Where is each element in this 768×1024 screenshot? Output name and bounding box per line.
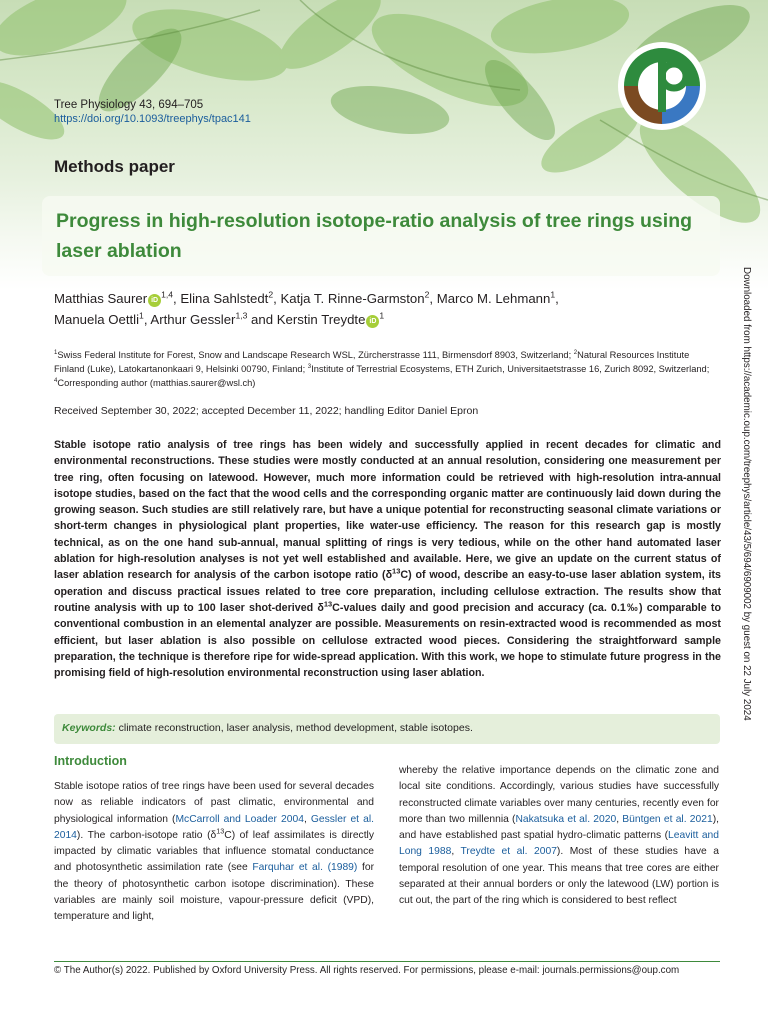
copyright-footer: © The Author(s) 2022. Published by Oxford University Press. All rights reserved. For permissions, please e-mail: journals.permissions@oup.com xyxy=(54,965,680,976)
author-name[interactable]: Elina Sahlstedt xyxy=(180,291,269,306)
author-affiliation-mark: 1,4 xyxy=(161,289,174,300)
author-name[interactable]: Katja T. Rinne-Garmston xyxy=(280,291,425,306)
author-affiliation-mark: 2 xyxy=(268,289,274,300)
citation-link[interactable]: Nakatsuka et al. 2020 xyxy=(515,813,617,825)
author-name[interactable]: Kerstin Treydte xyxy=(276,312,366,327)
received-dates: Received September 30, 2022; accepted December 11, 2022; handling Editor Daniel Epron xyxy=(54,405,479,417)
orcid-icon[interactable]: iD xyxy=(366,315,379,328)
keywords-label: Keywords: xyxy=(62,722,116,734)
keywords-box xyxy=(54,714,720,744)
orcid-icon[interactable]: iD xyxy=(148,294,161,307)
doi-link[interactable]: https://doi.org/10.1093/treephys/tpac141 xyxy=(54,113,251,125)
author-affiliation-mark: 1,3 xyxy=(235,310,248,321)
paper-title: Progress in high-resolution isotope-ratio analysis of tree rings using laser ablation xyxy=(56,210,693,262)
author-name[interactable]: Arthur Gessler xyxy=(150,312,236,327)
section-heading-introduction: Introduction xyxy=(54,754,127,768)
citation-link[interactable]: Farquhar et al. (1989) xyxy=(252,862,358,874)
keywords-text: climate reconstruction, laser analysis, method development, stable isotopes. xyxy=(115,722,473,734)
journal-logo xyxy=(616,40,708,132)
author-affiliation-mark: 1 xyxy=(139,310,144,321)
author-name[interactable]: Matthias Saurer xyxy=(54,291,148,306)
abstract: Stable isotope ratio analysis of tree rings has been widely and successfully applied in recent decades for climatic and environmental reconstructions. These studies were mostly conducted at an annual resolution, considering one measurement per tree ring, often focusing on latewood. However, much more information could be retrieved with high-resolution intra-annual isotope studies, based on the fact that the wood cells and the corresponding organic matter are continuously laid down during the growing season. Such studies are still relatively rare, but have a unique potential for reconstructing seasonal climate variations or short-term changes in physiological plant properties, like water-use efficiency. The reason for this research gap is mostly technical, as on the one hand sub-annual, manual splitting of rings is very tedious, while on the other hand automated laser ablation for high-resolution analyses is not yet well established and available. Here, we give an update on the current status of laser ablation research for analysis of the carbon isotope ratio $(\delta^{13}C)$ of wood, describe an easy-to-use laser ablation system, its operation and discuss practical issues related to tree core preparation, including cellulose extraction. The results show that routine analysis with up to 100 laser shot-derived $\delta^{13}C$-values daily and good precision and accuracy (ca. 0.1‰) comparable to conventional combustion in an elemental analyzer are possible. Measurements on resin-extracted wood is recommended as most efficient, but laser ablation is also possible on cellulose extracted wood pieces. Considering the straightforward sample preparation, the technique is therefore ripe for wide-spread application. With this work, we hope to stimulate future progress in the promising field of high-resolution environmental reconstruction using laser ablation. xyxy=(54,439,721,680)
citation-link[interactable]: Gessler et al. 2014 xyxy=(54,813,374,841)
author-name[interactable]: Manuela Oettli xyxy=(54,312,140,327)
tree-physiology-logo-icon xyxy=(616,40,708,132)
title-box xyxy=(42,196,720,276)
footer-divider xyxy=(54,961,720,962)
citation-link[interactable]: Leavitt and Long 1988 xyxy=(399,830,720,858)
journal-citation: Tree Physiology 43, 694–705 xyxy=(54,99,204,111)
intro-column-left: Stable isotope ratios of tree rings have been used for several decades now as reliable indicators of past climatic, environmental and physiological information (McCarroll and Loader 2004, Gessler et al. 2014). The carbon-isotope ratio $(\delta^{13}C)$ of leaf assimilates is directly impacted by climatic variables that influence stomatal conductance and photosynthetic assimilation rate (see Farquhar et al. (1989) for the theory of photosynthetic carbon isotope discrimination). These variables are mainly soil moisture, vapour-pressure deficit (VPD), temperature and light, xyxy=(54,781,375,923)
author-name[interactable]: Marco M. Lehmann xyxy=(436,291,551,306)
citation-link[interactable]: Treydte et al. 2007 xyxy=(460,846,557,858)
author-affiliation-mark: 1 xyxy=(550,289,556,300)
author-list: Matthias Saurer iD$^{1,4}$, Elina Sahlstedt$^2$, Katja T. Rinne-Garmston$^2$, Marco M. Lehmann$^1$, Manuela Oettli$^1$, Arthur Gessler$^{1,3}$ and Kerstin Treydte $iD^1$ xyxy=(54,289,559,327)
author-affiliation-mark: 1 xyxy=(379,310,385,321)
intro-column-right: whereby the relative importance depends on the climatic zone and local site conditions. Accordingly, various studies have successfully reconstructed climate variables over many centuries, recently even for more than two millennia (Nakatsuka et al. 2020, Büntgen et al. 2021), and have established past spatial hydro-climatic patterns (Leavitt and Long 1988, Treydte et al. 2007). Most of these studies have a temporal resolution of one year. This means that tree cores are either separated at their annual borders or only the latewood (LW) portion is cut out, the part of the ring which is considered to best reflect xyxy=(399,765,720,907)
paper-type: Methods paper xyxy=(54,157,175,176)
author-affiliation-mark: 2 xyxy=(424,289,430,300)
citation-link[interactable]: McCarroll and Loader 2004 xyxy=(175,813,304,825)
citation-link[interactable]: Büntgen et al. 2021 xyxy=(622,813,713,825)
affiliations: $^1$Swiss Federal Institute for Forest, Snow and Landscape Research WSL, Zürcherstrasse 111, Birmensdorf 8903, Switzerland; $^2$Natural Resources Institute Finland (Luke), Latokartanonkaari 9, Helsinki 00790, Finland; $^3$Institute of Terrestrial Ecosystems, ETH Zurich, Universitaetstrasse 16, Zurich 8092, Switzerland; $^4$Corresponding author (matthias.saurer@wsl.ch) xyxy=(54,349,710,388)
download-watermark: Downloaded from https://academic.oup.com/treephys/article/43/5/694/6909002 by guest on 22 July 2024 xyxy=(741,267,752,721)
